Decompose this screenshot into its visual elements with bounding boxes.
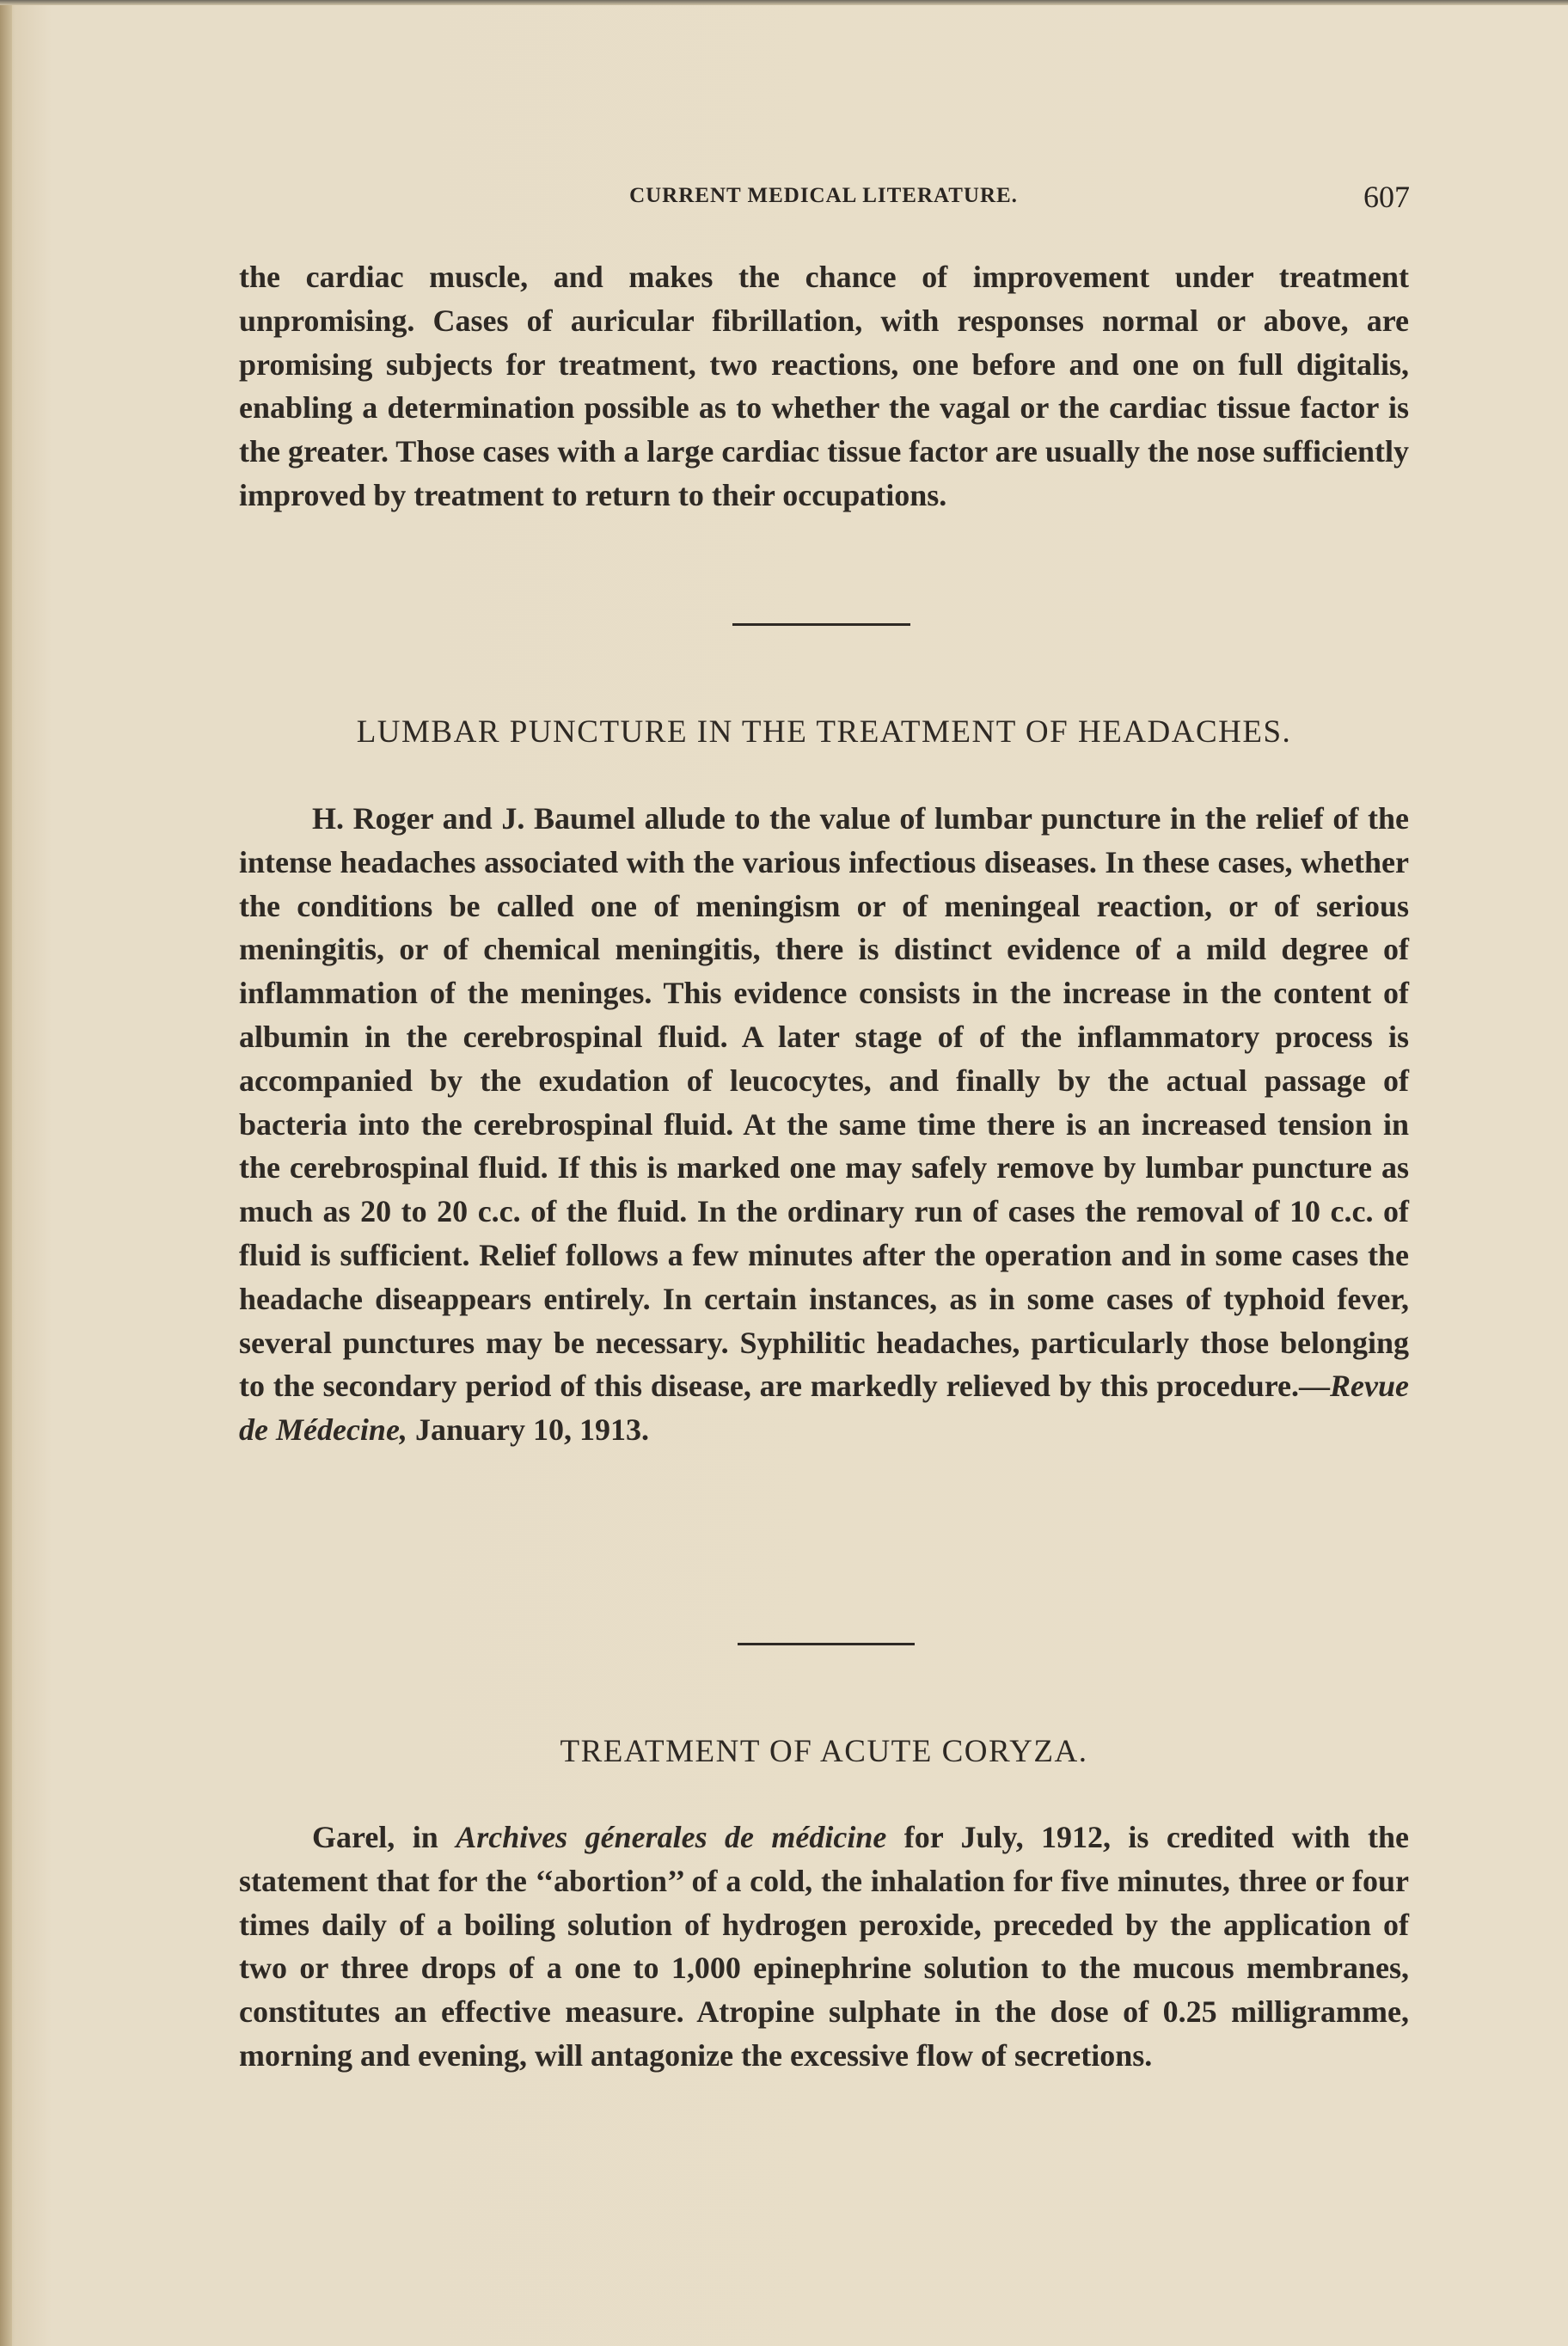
article-body-text: H. Roger and J. Baumel allude to the value of lumbar puncture in the relief of the intense headaches associated with the various infectious diseases. In these cases, whether the conditions be called one of meningism or of meningeal reaction, or of serious meningitis, or of chemical meningitis, there is distinct evidence of a mild degree of inflammation of the meninges. This evidence consists in the increase in the content of albumin in the cerebrospinal fluid. A later stage of of the inflammatory process is accompanied by the exudation of leucocytes, and finally by the actual passage of bacteria into the cerebrospinal fluid. At the same time there is an increased tension in the cerebrospinal fluid. If this is marked one may safely remove by lumbar puncture as much as 20 to 20 c.c. of the fluid. In the ordinary run of cases the removal of 10 c.c. of fluid is sufficient. Relief follows a few minutes after the operation and in some cases the headache diseappears entirely. In certain instances, as in some cases of typhoid fever, several punctures may be necessary. Syphilitic headaches, particularly those belonging to the secondary period of this disease, are markedly relieved by this procedure.—: [239, 801, 1409, 1404]
section-divider: [738, 1643, 915, 1645]
article-title-acute-coryza: TREATMENT OF ACUTE CORYZA.: [560, 1734, 1088, 1769]
article-body-start: Garel, in: [312, 1820, 456, 1854]
continuation-text: the cardiac muscle, and makes the chance of improvement under treatment unpromising. Cases of auricular fibrillation, with responses normal or above, are promising subjects for treatment, two reactions, one before and one on full digitalis, enabling a determination possible as to whether the vagal or the cardiac tissue factor is the greater. Those cases with a large cardiac tissue factor are usually the nose sufficiently improved by treatment to return to their occupations.: [239, 260, 1409, 512]
article-body-lumbar-puncture: [239, 797, 1409, 1452]
section-divider: [732, 623, 910, 626]
article-body-acute-coryza: [239, 1816, 1409, 2078]
journal-citation: Archives génerales de médicine: [456, 1820, 887, 1854]
page-top-edge: [0, 0, 1568, 5]
running-title: CURRENT MEDICAL LITERATURE.: [629, 184, 1018, 207]
page-number: 607: [1363, 180, 1410, 214]
running-head: [237, 179, 1410, 213]
article-paragraph: [239, 797, 1409, 1452]
binding-edge: [0, 0, 12, 2346]
citation-date: January 10, 1913.: [407, 1412, 649, 1448]
article-paragraph: [239, 1816, 1409, 2078]
continuation-paragraph: [239, 255, 1409, 518]
article-title-lumbar-puncture: LUMBAR PUNCTURE IN THE TREATMENT OF HEADACHES.: [356, 714, 1292, 750]
article-body-text: for July, 1912, is credited with the statement that for the ‘‘abortion’’ of a cold, the inhalation for five minutes, three or four times daily of a boiling solution of hydrogen peroxide, preceded by the application of two or three drops of a one to 1,000 epinephrine solution to the mucous membranes, constitutes an effective measure. Atropine sulphate in the dose of 0.25 milligramme, morning and evening, will antagonize the excessive flow of secretions.: [239, 1820, 1409, 2073]
journal-citation: Revue de Médecine,: [239, 1369, 1409, 1448]
